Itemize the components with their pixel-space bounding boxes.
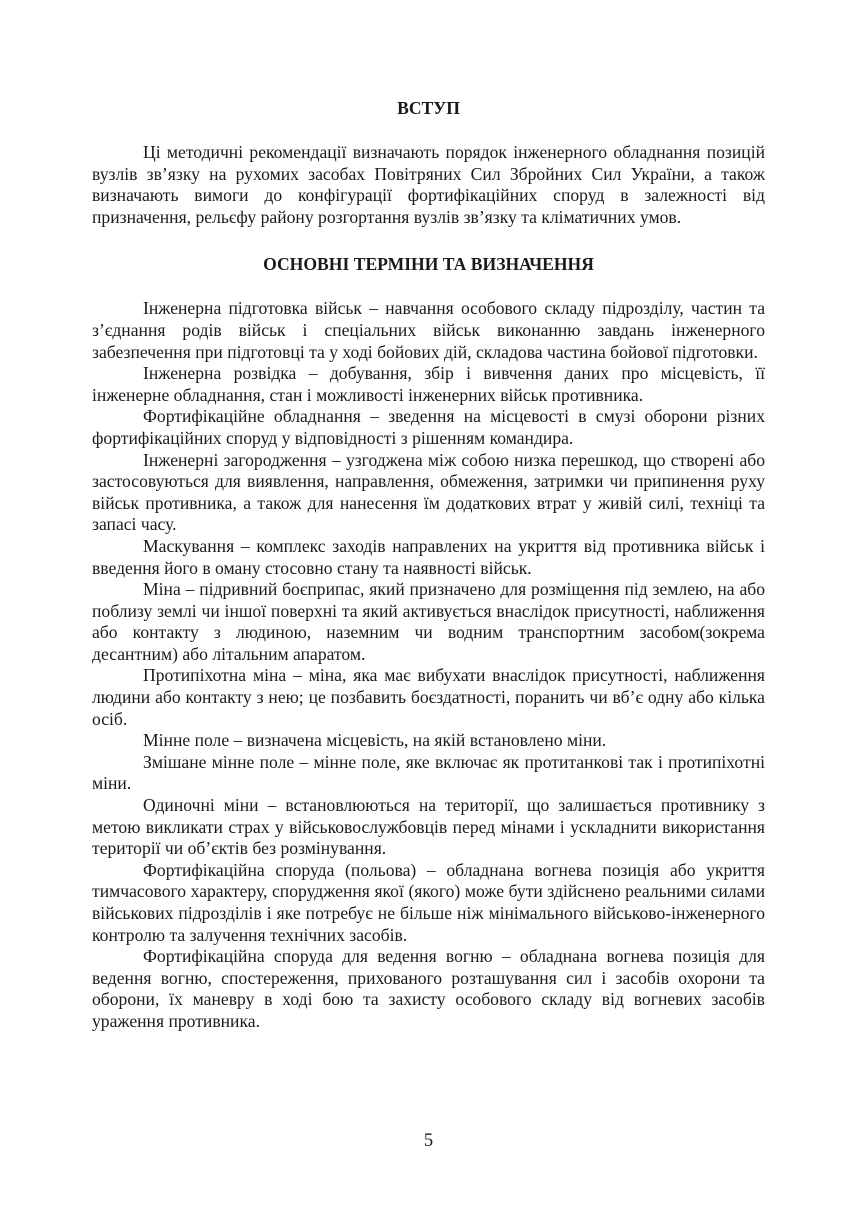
heading-terms: ОСНОВНІ ТЕРМІНИ ТА ВИЗНАЧЕННЯ xyxy=(263,254,594,275)
term-engineering-reconnaissance: Інженерна розвідка – добування, збір і вивчення даних про місцевість, її інженерне обладнання, стан і можливості інженерних військ противника. xyxy=(92,363,765,405)
term-camouflage: Маскування – комплекс заходів направлених на укриття від противника військ і введення його в оману стосовно стану та наявності військ. xyxy=(92,535,765,578)
term-single-mines: Одиночні міни – встановлюються на території, що залишається противнику з метою викликати страх у військовослужбовців перед мінами і ускладнити використання території чи об’єктів без розмінування. xyxy=(92,795,765,859)
term-engineering-obstacles: Інженерні загородження – узгоджена між собою низка перешкод, що створені або застосовуються для виявлення, направлення, обмеження, затримки чи припинення руху військ противника, а також для нанесення їм додаткових втрат у живій силі, техніці та запасі часу. xyxy=(92,449,765,535)
heading-intro: ВСТУП xyxy=(397,98,460,118)
term-minefield: Мінне поле – визначена місцевість, на якій встановлено міни. xyxy=(143,730,607,751)
term-fortification-equipment: Фортифікаційне обладнання – зведення на місцевості в смузі оборони різних фортифікаційних споруд у відповідності з рішенням командира. xyxy=(92,406,765,448)
term-field-fortification: Фортифікаційна споруда (польова) – обладнана вогнева позиція або укриття тимчасового характеру, спорудження якої (якого) може бути здійснено реальними силами військових підрозділів і яке потребує не більше ніж мінімального військово-інженерного контролю та залучення технічних засобів. xyxy=(92,859,765,945)
term-antipersonnel-mine: Протипіхотна міна – міна, яка має вибухати внаслідок присутності, наближення людини або контакту з нею; це позбавить боєздатності, поранить чи вб’є одну або кілька осіб. xyxy=(92,665,765,729)
term-mixed-minefield: Змішане мінне поле – мінне поле, яке включає як протитанкові так і протипіхотні міни. xyxy=(92,751,765,794)
term-firing-fortification: Фортифікаційна споруда для ведення вогню – обладнана вогнева позиція для ведення вогню, спостереження, прихованого розташування сил і засобів охорони та оборони, їх маневру в ході бою та захисту особового складу від вогневих засобів ураження противника. xyxy=(92,946,765,1031)
page-content xyxy=(92,96,765,1033)
page-number: 5 xyxy=(423,1131,434,1151)
intro-paragraph: Ці методичні рекомендації визначають порядок інженерного обладнання позицій вузлів зв’язку на рухомих засобах Повітряних Сил Збройних Сил України, а також визначають вимоги до конфігурації фортифікаційних споруд в залежності від призначення, рельєфу району розгортання вузлів зв’язку та кліматичних умов. xyxy=(92,142,765,227)
term-engineering-training: Інженерна підготовка військ – навчання особового складу підрозділу, частин та з’єднання родів військ і спеціальних військ виконанню завдань інженерного забезпечення при підготовці та у ході бойових дій, складова частина бойової підготовки. xyxy=(92,298,765,362)
term-mine: Міна – підривний боєприпас, який призначено для розміщення під землею, на або поблизу землі чи іншої поверхні та який активується внаслідок присутності, наближення або контакту з людиною, наземним чи водним транспортним засобом(зокрема десантним) або літальним апаратом. xyxy=(92,579,765,664)
